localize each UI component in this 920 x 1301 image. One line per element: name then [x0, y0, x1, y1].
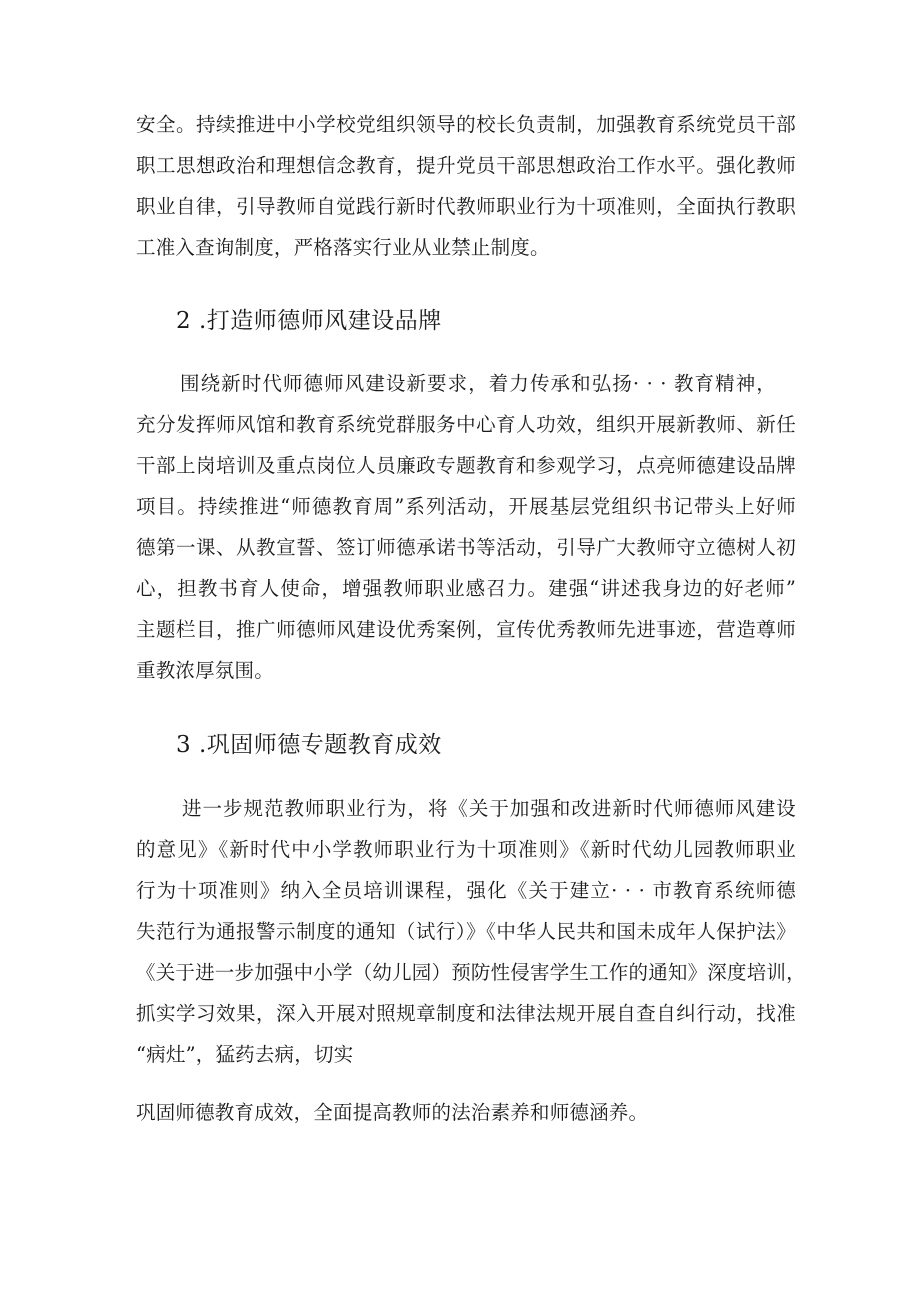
- paragraph-line: 职业自律，引导教师自觉践行新时代教师职业行为十项准则，全面执行教职: [136, 195, 796, 218]
- paragraph-line: 《关于进一步加强中小学（幼儿园）预防性侵害学生工作的通知》深度培训，: [136, 961, 806, 984]
- paragraph-line: 主题栏目，推广师德师风建设优秀案例，宣传优秀教师先进事迹，营造尊师: [136, 618, 796, 641]
- paragraph-line: 心，担教书育人使命，增强教师职业感召力。建强“讲述我身边的好老师”: [136, 577, 796, 600]
- paragraph-line: 重教浓厚氛围。: [136, 659, 274, 682]
- paragraph-line: 失范行为通报警示制度的通知（试行）》《中华人民共和国未成年人保护法》: [136, 920, 796, 943]
- paragraph-line: 项目。持续推进“师德教育周”系列活动，开展基层党组织书记带头上好师: [136, 495, 796, 518]
- paragraph-4: 巩固师德教育成效，全面提高教师的法治素养和师德涵养。: [136, 1101, 649, 1124]
- section-heading-3: 3 .巩固师德专题教育成效: [176, 732, 442, 758]
- paragraph-line: 的意见》《新时代中小学教师职业行为十项准则》《新时代幼儿园教师职业: [136, 838, 796, 861]
- paragraph-line: 安全。持续推进中小学校党组织领导的校长负责制，加强教育系统党员干部: [136, 113, 796, 136]
- paragraph-line: 抓实学习效果，深入开展对照规章制度和法律法规开展自查自纠行动，找准: [136, 1002, 796, 1025]
- paragraph-line: 工准入查询制度，严格落实行业从业禁止制度。: [136, 236, 550, 259]
- paragraph-line: 德第一课、从教宣誓、签订师德承诺书等活动，引导广大教师守立德树人初: [136, 536, 796, 559]
- paragraph-line: 行为十项准则》纳入全员培训课程，强化《关于建立· · · 市教育系统师德: [136, 879, 796, 902]
- paragraph-line: 进一步规范教师职业行为，将《关于加强和改进新时代师德师风建设: [182, 797, 796, 820]
- paragraph-line: “病灶”，猛药去病，切实: [136, 1043, 354, 1066]
- section-heading-2: 2 .打造师德师风建设品牌: [176, 308, 442, 334]
- paragraph-line: 干部上岗培训及重点岗位人员廉政专题教育和参观学习，点亮师德建设品牌: [136, 454, 796, 477]
- paragraph-line: 围绕新时代师德师风建设新要求，着力传承和弘扬· · · 教育精神，: [180, 372, 776, 395]
- paragraph-line: 充分发挥师风馆和教育系统党群服务中心育人功效，组织开展新教师、新任: [136, 413, 796, 436]
- paragraph-line: 职工思想政治和理想信念教育，提升党员干部思想政治工作水平。强化教师: [136, 154, 796, 177]
